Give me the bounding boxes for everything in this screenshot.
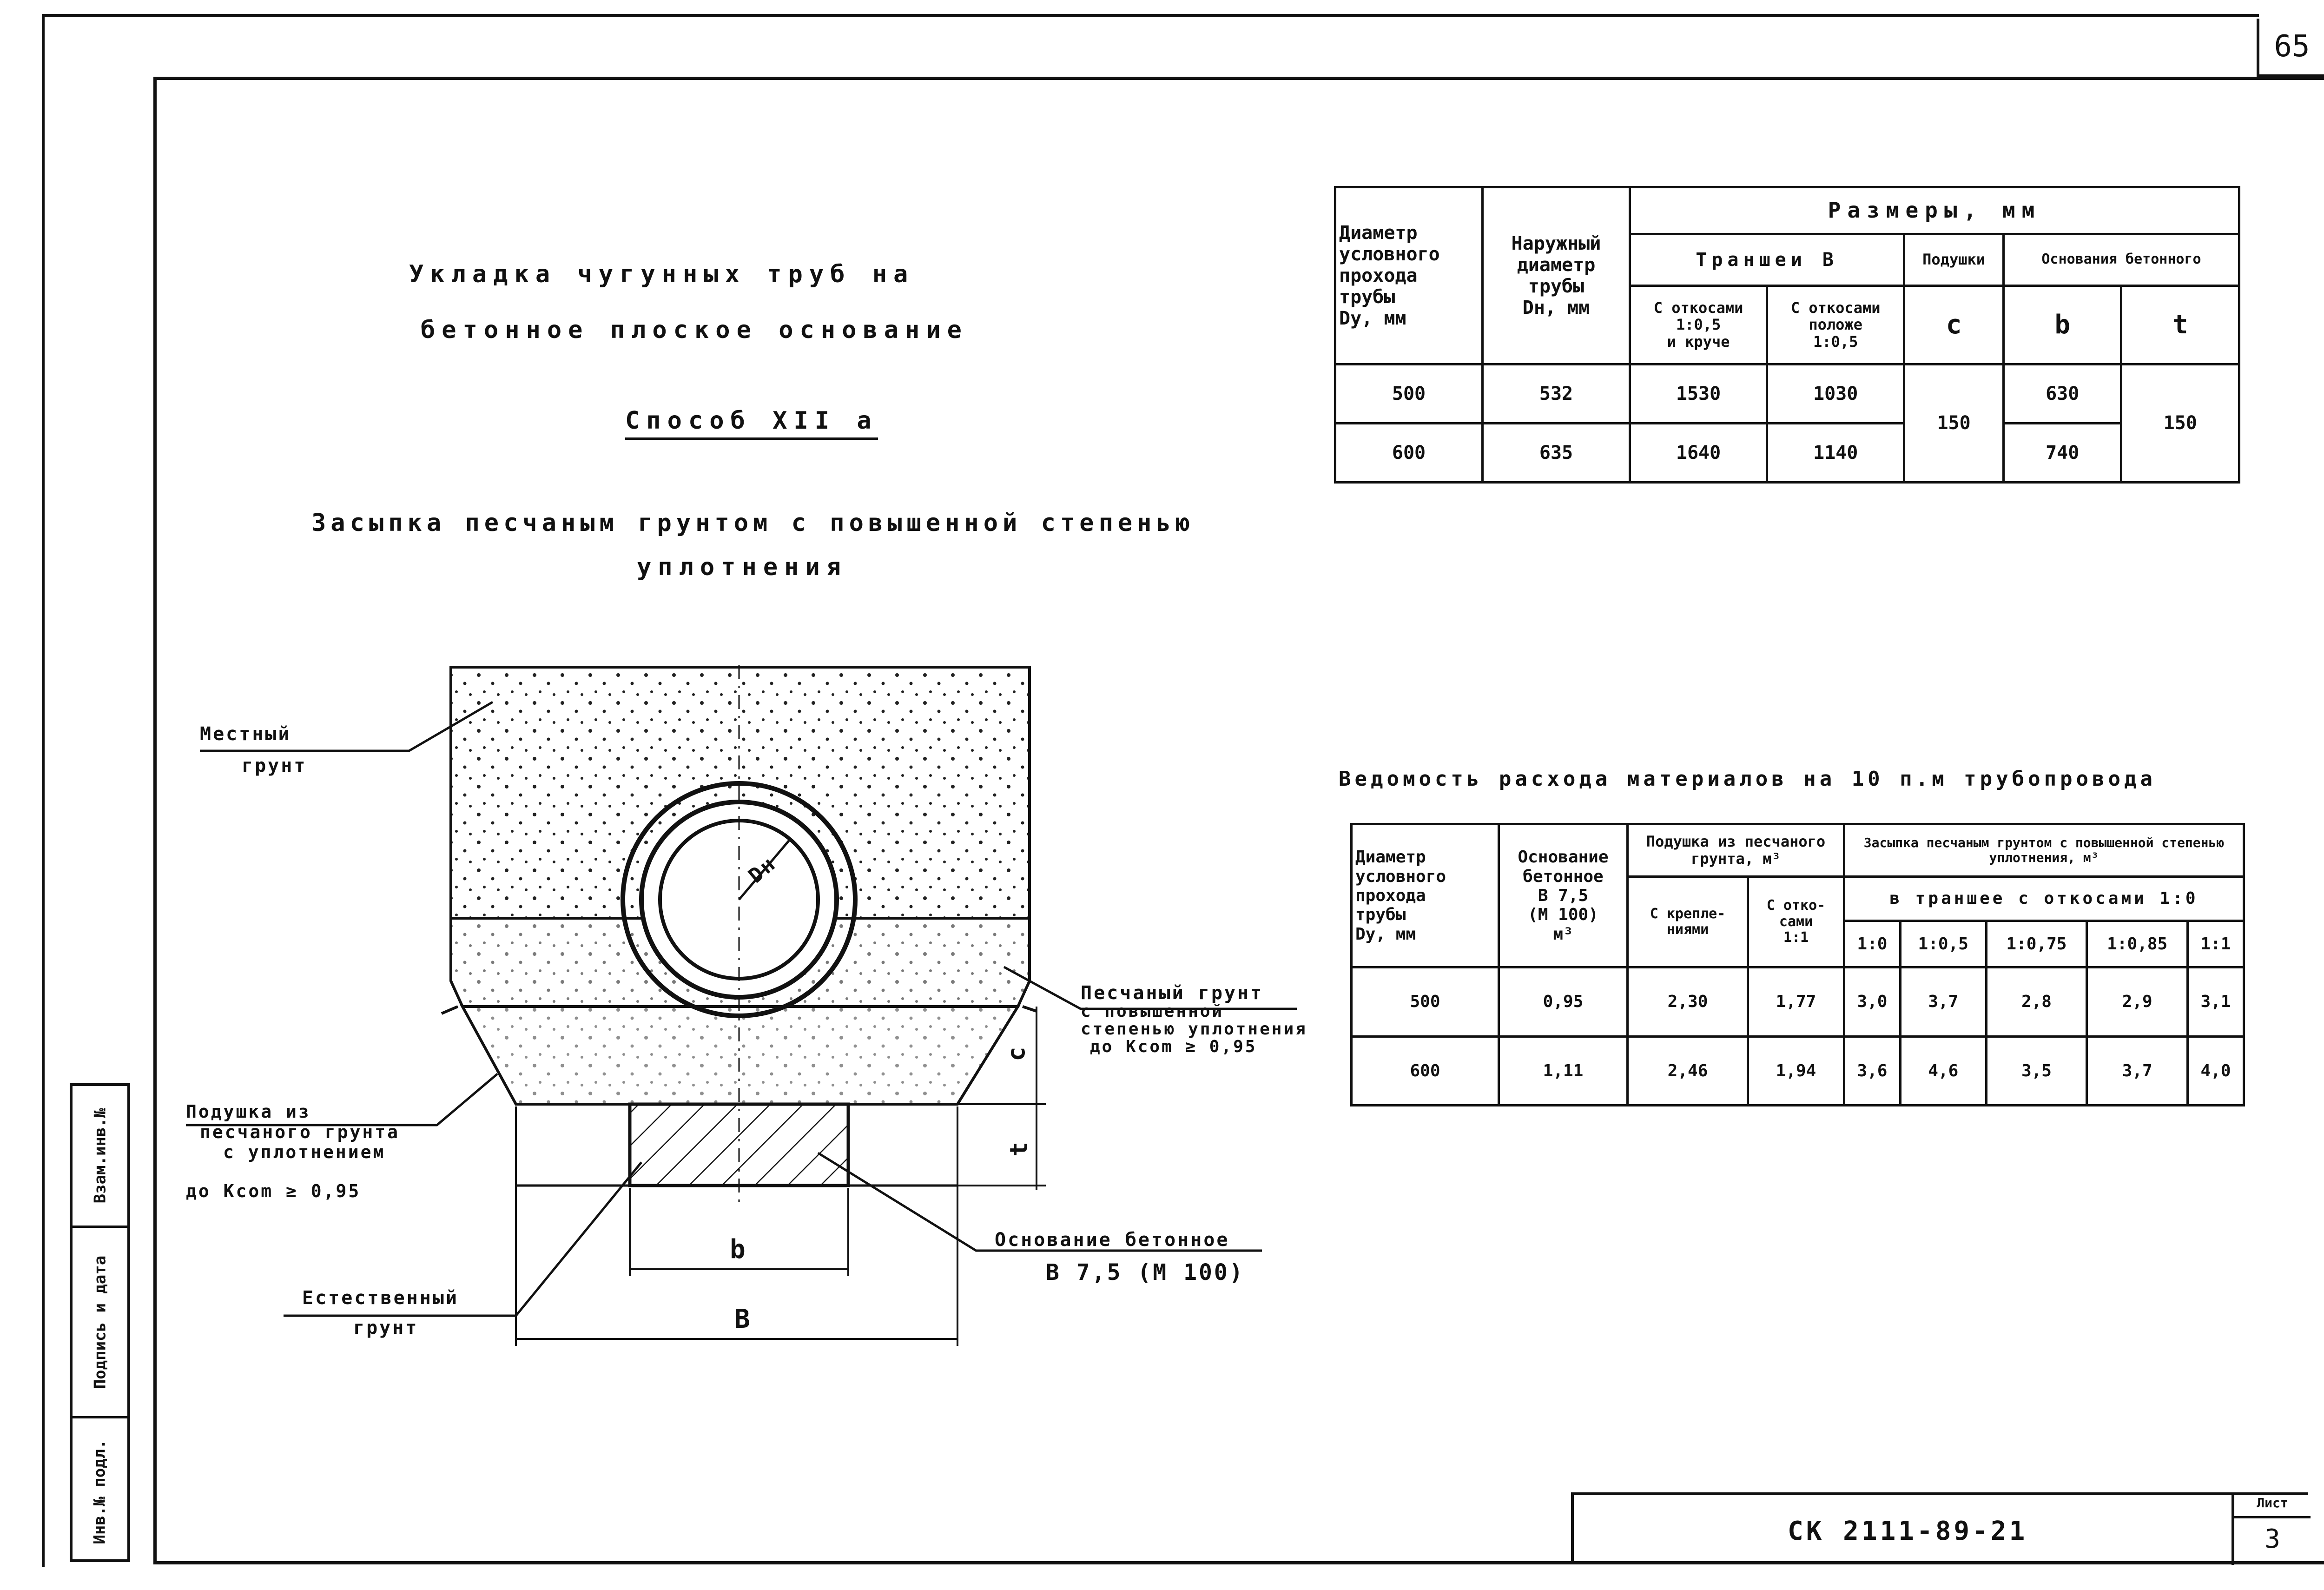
cell-base: 1,11 — [1499, 1036, 1628, 1105]
sidebar-text: Подпись и дата — [91, 1255, 110, 1389]
sidebar-cell-sign — [73, 1226, 127, 1416]
hdr-line: бетонное — [1523, 867, 1604, 886]
cell-du: 600 — [1352, 1036, 1499, 1105]
sheet-box — [2232, 1495, 2311, 1565]
cell-slope: 1,94 — [1748, 1036, 1844, 1105]
cell-volume: 3,7 — [2087, 1036, 2188, 1105]
cell-b: 630 — [2003, 364, 2121, 423]
hdr-line: м³ — [1553, 924, 1573, 944]
cell-volume: 3,0 — [1844, 967, 1900, 1036]
hdr-line: трубы — [1528, 275, 1585, 297]
cell-volume: 3,7 — [1900, 967, 1986, 1036]
subtitle-line-2: уплотнения — [637, 553, 848, 581]
pipe-diameter-label: Dн — [744, 851, 781, 888]
hdr-line: 1:0,5 — [1676, 316, 1721, 334]
col-header-base: Основания бетонного — [2003, 234, 2239, 285]
hdr-line: диаметр — [1517, 254, 1596, 276]
sheet-label: Лист — [2234, 1495, 2311, 1518]
title-stamp — [1571, 1492, 2308, 1562]
hdr-line: прохода — [1355, 886, 1426, 905]
col-header-cushion: Подушка из песчаного грунта, м³ — [1628, 824, 1844, 877]
cell-c: 150 — [1904, 364, 2004, 482]
col-header-backfill: Засыпка песчаным грунтом с повышенной степенью уплотнения, м³ — [1844, 824, 2244, 877]
cushion-label — [186, 1102, 400, 1202]
sidebar-cell-replace — [73, 1086, 127, 1226]
hdr-line: Dу, мм — [1339, 307, 1406, 329]
hdr-line: 1:0,5 — [1813, 333, 1858, 351]
dim-t-label: t — [1005, 1140, 1033, 1157]
hdr-line: положе — [1809, 316, 1862, 334]
sidebar-text: Инв.№ подл. — [91, 1439, 110, 1544]
cell-volume: 4,0 — [2187, 1036, 2244, 1105]
title-line-1: Укладка чугунных труб на — [409, 260, 915, 288]
sand-soil-label — [1081, 983, 1307, 1055]
hdr-line: (М 100) — [1528, 905, 1598, 925]
cell-volume: 3,5 — [1986, 1036, 2087, 1105]
hdr-line: прохода — [1339, 265, 1418, 286]
hdr-line: 1:1 — [1783, 929, 1809, 946]
concrete-base-fill — [630, 1104, 848, 1186]
sidebar-text: Взам.инв.№ — [91, 1108, 110, 1204]
cell-base: 0,95 — [1499, 967, 1628, 1036]
cell-dn: 532 — [1483, 364, 1630, 423]
hdr-line: условного — [1355, 867, 1446, 886]
label-line: до Kcom ≥ 0,95 — [1090, 1037, 1257, 1056]
label-line: с повышенной — [1081, 1002, 1224, 1021]
cell-fix: 2,46 — [1628, 1036, 1748, 1105]
sand-cushion-fill — [462, 1007, 1018, 1104]
materials-title: Ведомость расхода материалов на 10 п.м трубопровода — [1339, 767, 2157, 791]
label-line: Подушка из — [186, 1101, 311, 1122]
dim-b-big-label: B — [734, 1304, 752, 1334]
local-soil-label — [200, 718, 307, 782]
hdr-line: сами — [1779, 913, 1813, 930]
label-line: грунт — [353, 1317, 419, 1338]
col-header-sizes: Размеры, мм — [1630, 187, 2239, 234]
cell-b: 740 — [2003, 423, 2121, 482]
hdr-line: Диаметр — [1355, 848, 1426, 867]
label-line: с уплотнением — [223, 1142, 386, 1163]
dim-b-small-label: b — [730, 1234, 747, 1265]
hdr-line: С откосами — [1653, 298, 1743, 317]
col-header-slope-ratio: 1:0,85 — [2087, 921, 2188, 967]
cell-du: 500 — [1352, 967, 1499, 1036]
hdr-line: С крепле- — [1650, 905, 1726, 922]
subtitle-line-1: Засыпка песчаным грунтом с повышенной степенью — [311, 509, 1195, 537]
col-header-b: b — [2003, 285, 2121, 364]
page-number: 65 — [2257, 19, 2324, 77]
hdr-line: трубы — [1355, 905, 1406, 925]
method-title: Способ XII а — [625, 407, 878, 440]
cell-slope: 1,77 — [1748, 967, 1844, 1036]
cell-volume: 4,6 — [1900, 1036, 1986, 1105]
hdr-line: С отко- — [1766, 897, 1826, 914]
label-line: B 7,5 (М 100) — [1046, 1259, 1245, 1285]
col-header-t: t — [2121, 285, 2239, 364]
col-header-cushion: Подушки — [1904, 234, 2004, 285]
cell-volume: 3,6 — [1844, 1036, 1900, 1105]
label-line: Основание бетонное — [995, 1229, 1230, 1251]
hdr-line: условного — [1339, 243, 1440, 265]
col-header-slope-ratio: 1:1 — [2187, 921, 2244, 967]
hdr-line: Наружный — [1511, 232, 1601, 254]
hdr-line: ниями — [1666, 921, 1709, 938]
cell-volume: 2,9 — [2087, 967, 2188, 1036]
cell-b1: 1530 — [1630, 364, 1767, 423]
label-line: Местный — [200, 723, 291, 745]
stamp-code: СК 2111-89-21 — [1788, 1516, 2028, 1546]
ground-line-right — [1023, 1007, 1037, 1011]
label-line: до Kcom ≥ 0,95 — [186, 1181, 361, 1202]
cell-volume: 2,8 — [1986, 967, 2087, 1036]
concrete-base-label — [995, 1225, 1245, 1291]
hdr-line: Dу, мм — [1355, 924, 1416, 944]
sheet-number: 3 — [2265, 1524, 2280, 1554]
dim-c-label: c — [1003, 1045, 1031, 1061]
cell-b1: 1640 — [1630, 423, 1767, 482]
col-header-slope-ratio: 1:0,5 — [1900, 921, 1986, 967]
col-header-slope-ratio: 1:0,75 — [1986, 921, 2087, 967]
sidebar-cell-inv — [73, 1416, 127, 1565]
cell-b2: 1140 — [1767, 423, 1904, 482]
title-line-2: бетонное плоское основание — [421, 316, 968, 344]
label-line: грунт — [242, 755, 307, 776]
label-line: Естественный — [302, 1287, 459, 1309]
cell-b2: 1030 — [1767, 364, 1904, 423]
cell-volume: 3,1 — [2187, 967, 2244, 1036]
cell-dn: 635 — [1483, 423, 1630, 482]
col-header-slope-ratio: 1:0 — [1844, 921, 1900, 967]
col-header-trench-slopes: в траншее с откосами 1:0 — [1844, 876, 2244, 921]
cell-fix: 2,30 — [1628, 967, 1748, 1036]
hdr-line: и круче — [1667, 333, 1730, 351]
hdr-line: Основание — [1518, 848, 1609, 867]
cell-t: 150 — [2121, 364, 2239, 482]
col-header-trench: Траншеи B — [1630, 234, 1904, 285]
label-line: Песчаный грунт — [1081, 982, 1264, 1004]
hdr-line: B 7,5 — [1538, 886, 1589, 905]
cell-du: 600 — [1335, 423, 1483, 482]
ground-line-left — [442, 1007, 458, 1014]
natural-soil-label — [302, 1283, 459, 1343]
label-line: степенью уплотнения — [1081, 1019, 1307, 1039]
hdr-line: Dн, мм — [1522, 297, 1590, 318]
col-header-c: c — [1904, 285, 2004, 364]
left-stamp-column — [70, 1083, 130, 1562]
label-line: песчаного грунта — [200, 1121, 400, 1142]
hdr-line: Диаметр — [1339, 222, 1418, 244]
hdr-line: С откосами — [1790, 298, 1881, 317]
cell-du: 500 — [1335, 364, 1483, 423]
hdr-line: трубы — [1339, 286, 1395, 308]
